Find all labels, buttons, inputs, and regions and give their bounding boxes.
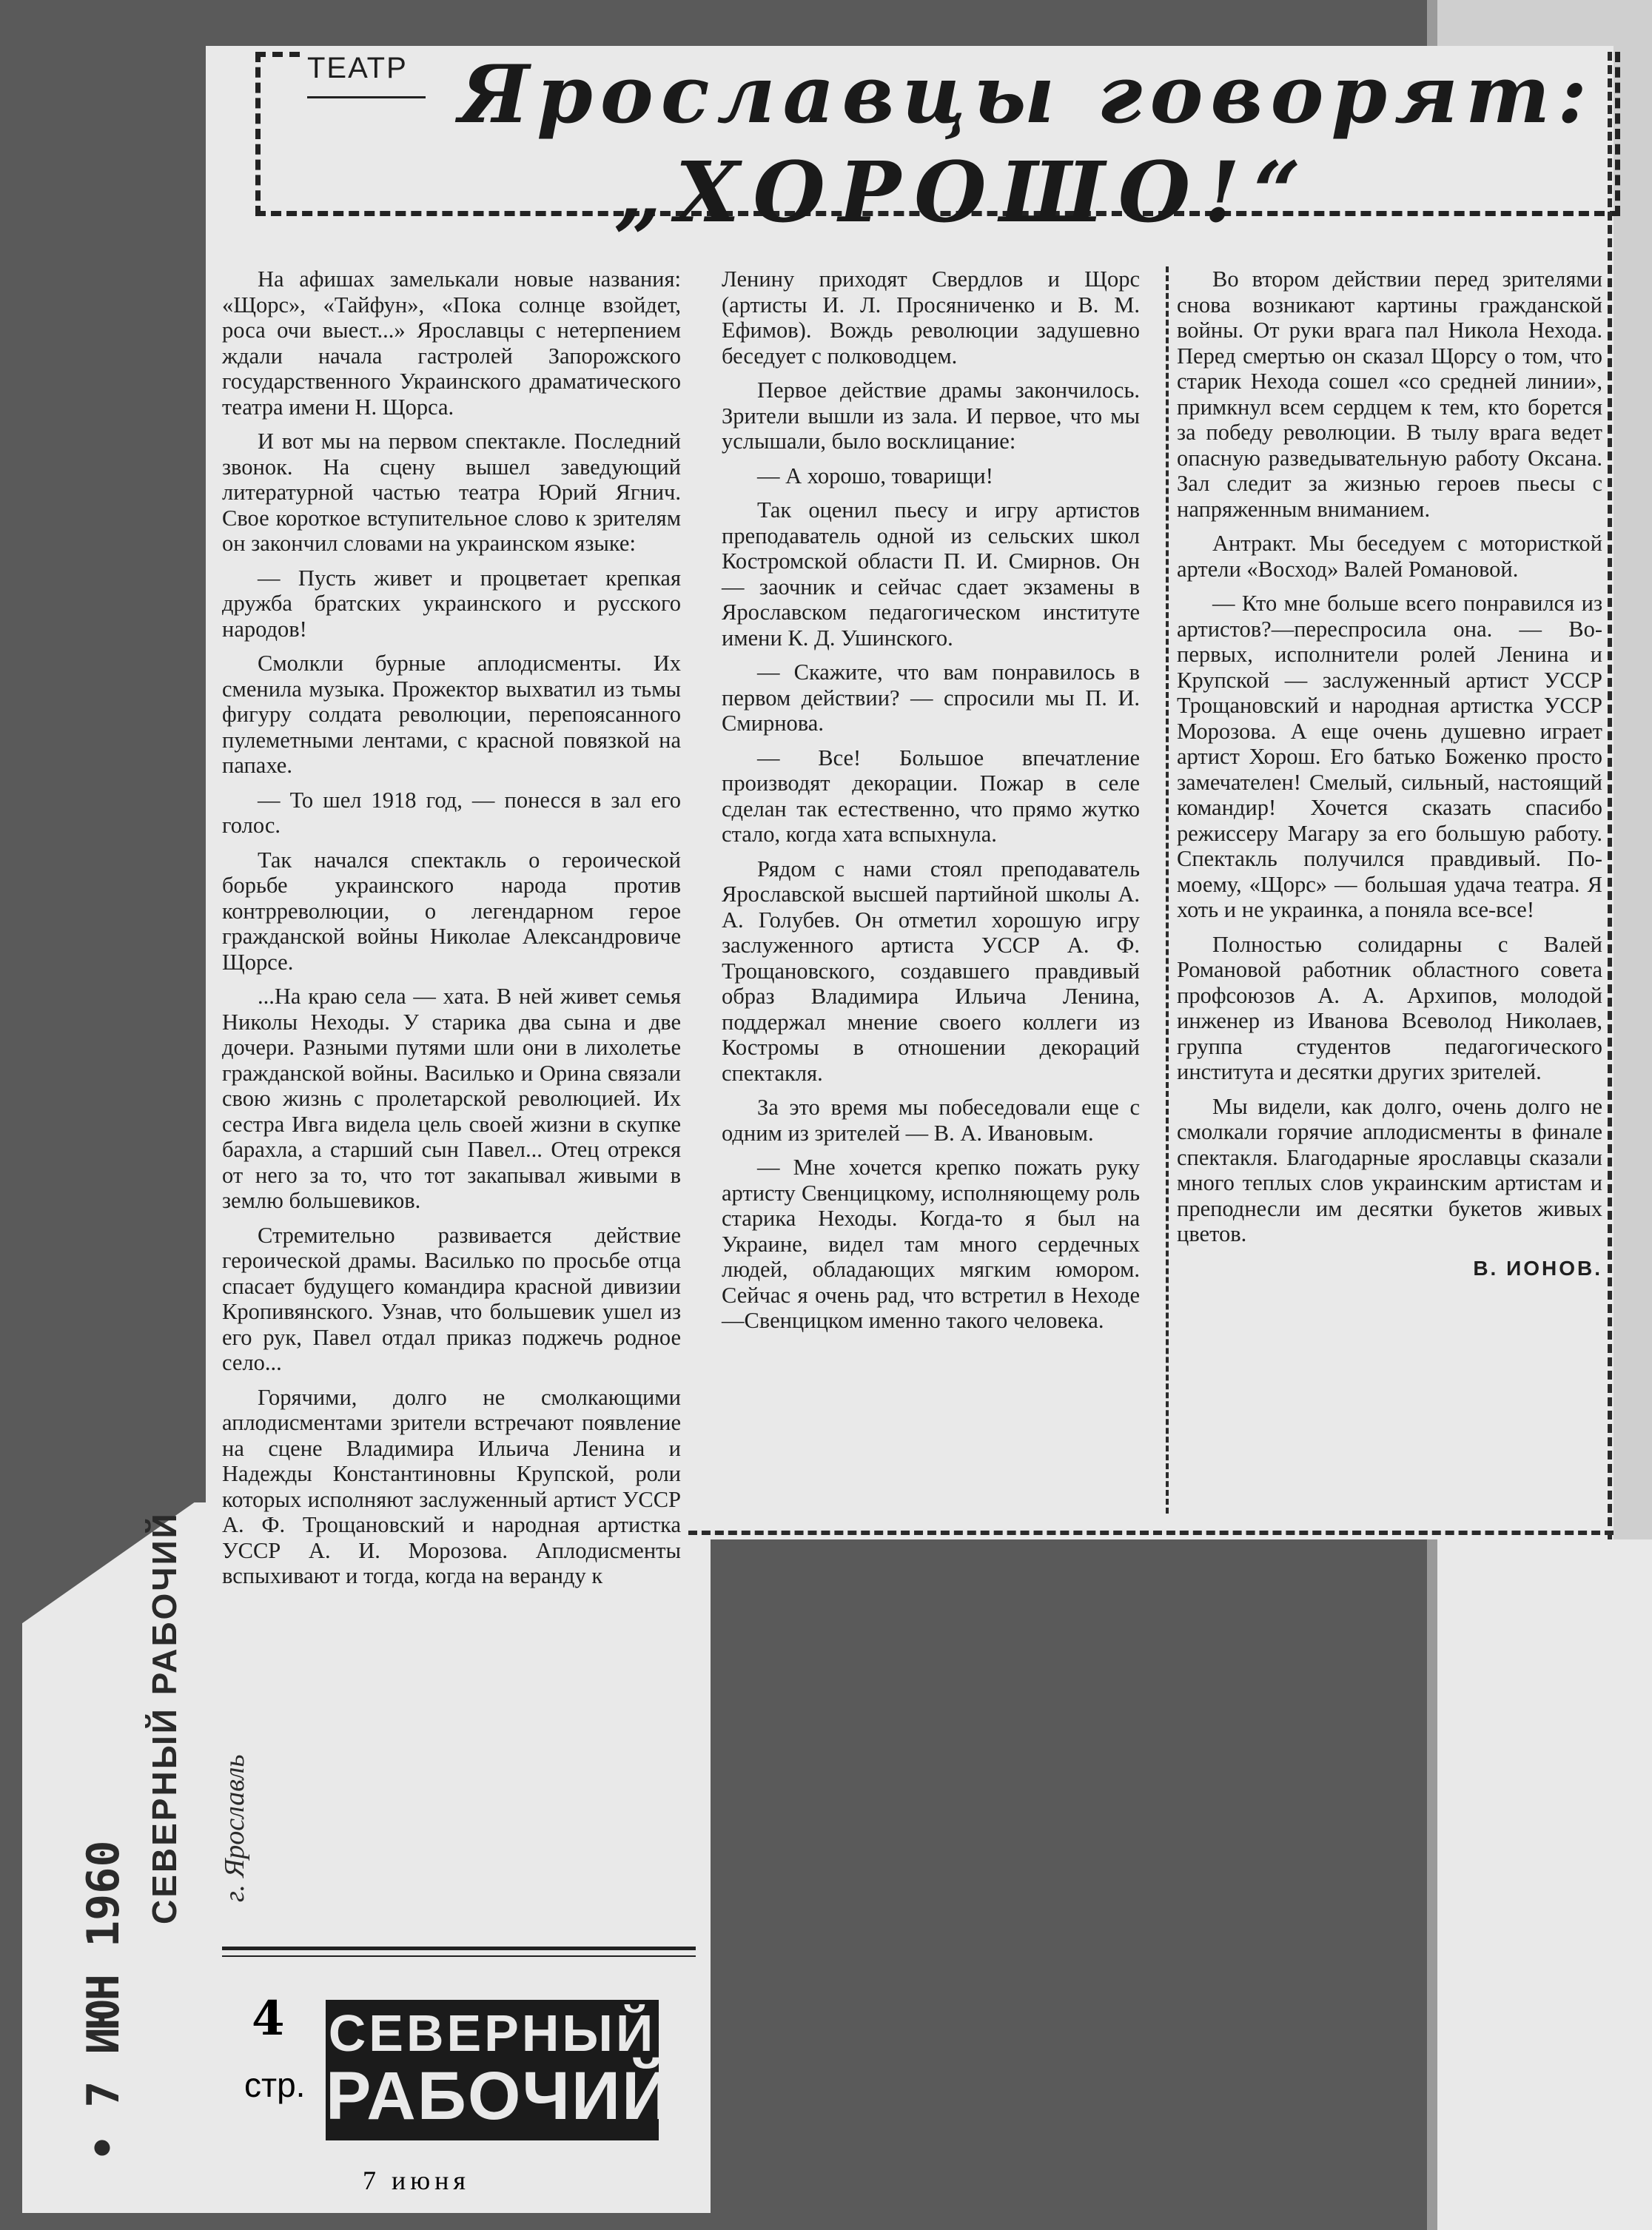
headline-line-1: Ярославцы говорят: [459, 48, 1595, 141]
paragraph: Антракт. Мы беседуем с мотористкой артели «Восход» Валей Романовой. [1177, 531, 1602, 582]
paragraph: — Мне хочется крепко пожать руку артисту Свенцицкому, исполняющему роль старика Неходы. Когда-то я был на Украине, видел там много сердечных людей, обладающих мягким юмором. Сейчас я очень рад, что встретил в Неходе—Свенцицком именно такого человека. [722, 1155, 1140, 1333]
masthead-line-1: СЕВЕРНЫЙ [328, 2004, 657, 2062]
paragraph: — То шел 1918 год, — понесся в зал его голос. [222, 787, 681, 838]
clipping-border-right [1608, 52, 1612, 1539]
issue-date: 7 июня [363, 2166, 470, 2195]
newspaper-stamp: СЕВЕРНЫЙ РАБОЧИЙ [145, 1511, 184, 1924]
paragraph: Стремительно развивается действие героической драмы. Василько по просьбе отца спасает будущего командира красной дивизии Кропивянского. Узнав, что большевик ушел из его рук, Павел отдал приказ поджечь родное село... [222, 1222, 681, 1375]
paragraph: Смолкли бурные аплодисменты. Их сменила музыка. Прожектор выхватил из тьмы фигуру солдата революции, перепоясанного пулеметными лентами, с красной повязкой на папахе. [222, 651, 681, 778]
paragraph: — А хорошо, товарищи! [757, 463, 993, 488]
paragraph: И вот мы на первом спектакле. Последний звонок. На сцену вышел заведующий литературной частью театра Юрий Ягнич. Свое короткое вступительное слово к зрителям он закончил словами на украинском языке: [222, 429, 681, 556]
paragraph: Так оценил пьесу и игру артистов преподаватель одной из сельских школ Костромской области П. И. Смирнов. Он — заочник и сейчас сдает экзамены в Ярославском педагогическом институте имени К. Д. Ушинского. [722, 497, 1140, 651]
page-rule [222, 1947, 696, 1950]
paragraph: Полностью солидарны с Валей Романовой работник областного совета профсоюзов А. А. Архипов, молодой инженер из Иванова Всеволод Николаев, группа студентов педагогического института и десятки других зрителей. [1177, 931, 1602, 1084]
paragraph: — Кто мне больше всего понравился из артистов?—переспросила она. — Во-первых, исполнители ролей Ленина и Крупской — заслуженный артист УССР Трощановский и народная артистка УССР Морозова. А еще очень душевно играет артист Хорош. Его батько Боженко просто замечателен! Смелый, сильный, настоящий командир! Хочется сказать спасибо режиссеру Магару за его большую работу. Спектакль получился правдивый. По-моему, «Щорс» — большая удача театра. Я хоть и не украинка, а поняла все-все! [1177, 591, 1602, 922]
article-column-3 [1177, 266, 1602, 1290]
paragraph: На афишах замелькали новые названия: «Щорс», «Тайфун», «Пока солнце взойдет, роса очи выест...» Ярославцы с нетерпением ждали начала гастролей Запорожского государственного Украинского драматического театра имени Н. Щорса. [222, 266, 681, 420]
paragraph: За это время мы побеседовали еще с одним из зрителей — В. А. Ивановым. [722, 1095, 1140, 1146]
page-rule-thin [222, 1955, 696, 1957]
masthead-line-2: РАБОЧИЙ [326, 2058, 673, 2134]
paragraph: — Все! Большое впечатление производят декорации. Пожар в селе сделан так естественно, что прямо жутко стало, когда хата вспыхнула. [722, 745, 1140, 847]
paragraph: Так начался спектакль о героической борьбе украинского народа против контрреволюции, о легендарном герое гражданской войны Николае Александровиче Щорсе. [222, 847, 681, 975]
paragraph: — Пусть живет и процветает крепкая дружба братских украинского и русского народов! [222, 565, 681, 642]
paragraph: Горячими, долго не смолкающими аплодисментами зрители встречают появление на сцене Владимира Ильича Ленина и Надежды Константиновны Крупской, роли которых исполняют заслуженный артист УССР А. Ф. Трощановский и народная артистка УССР А. И. Морозова. Аплодисменты вспыхивают и тогда, когда на веранду к [222, 1384, 681, 1588]
rubric-label: ТЕАТР [307, 52, 408, 84]
headline-line-2: „ХОРОШО!“ [614, 144, 1314, 241]
page-label: стр. [244, 2066, 306, 2104]
rubric-underline [307, 96, 426, 98]
paragraph: Мы видели, как долго, очень долго не смолкали горячие аплодисменты в финале спектакля. Благодарные ярославцы сказали много теплых слов украинским артистам и преподнесли им десятки букетов живых цветов. [1177, 1093, 1602, 1246]
paragraph: ...На краю села — хата. В ней живет семья Николы Неходы. У старика два сына и две дочери. Разными путями шли они в лихолетье гражданской войны. Василько и Орина связали свою жизнь с пролетарской революцией. Их сестра Ивга видела цель своей жизни в скупке барахла, а старший сын Павел... Отец отрекся от него за то, что тот закапывал живыми в землю большевиков. [222, 984, 681, 1213]
article-column-2 [722, 266, 1140, 1343]
article-column-1 [222, 266, 681, 1598]
paragraph: — Скажите, что вам понравилось в первом действии? — спросили мы П. И. Смирнова. [722, 659, 1140, 736]
page-number: 4 [252, 1991, 285, 2046]
column-divider [1166, 266, 1169, 1514]
clipping-border-bottom [688, 1531, 1614, 1535]
city-stamp: г. Ярославль [219, 1754, 250, 1902]
paragraph: Ленину приходят Свердлов и Щорс (артисты И. Л. Просяниченко и В. М. Ефимов). Вождь революции задушевно беседует с полководцем. [722, 266, 1140, 369]
paragraph: Во втором действии перед зрителями снова возникают картины гражданской войны. От руки врага пал Никола Нехода. Перед смертью он сказал Щорсу о том, что старик Нехода сошел «со средней линии», примкнул всем сердцем к тем, кто борется за победу революции. В тылу врага ведет опасную разведывательную работу Оксана. Зал следит за жизнью героев пьесы с напряженным вниманием. [1177, 266, 1602, 522]
paragraph: Рядом с нами стоял преподаватель Ярославской высшей партийной школы А. А. Голубев. Он отметил хорошую игру заслуженного артиста УССР А. Ф. Трощановского, создавшего правдивый образ Владимира Ильича Ленина, поддержал мнение своего коллеги из Костромы в отношении декораций спектакля. [722, 856, 1140, 1086]
background-sheet [1432, 1539, 1652, 2230]
author-signature: В. ИОНОВ. [1473, 1256, 1602, 1280]
newspaper-masthead-logo [326, 2000, 673, 2140]
paragraph: Первое действие драмы закончилось. Зрители вышли из зала. И первое, что мы услышали, было восклицание: [722, 377, 1140, 454]
date-stamp: • 7 ИЮН 1960 [78, 1840, 130, 2161]
